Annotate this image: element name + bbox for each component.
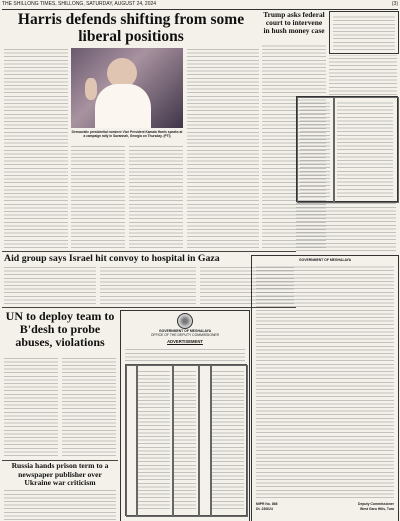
lead-headline: Harris defends shifting from some liberal positions (17, 11, 245, 45)
lead-story-column-1 (4, 48, 68, 248)
right-notice-table (296, 96, 398, 202)
un-headline: UN to deploy team to B'desh to probe abuses, violations (5, 309, 115, 349)
state-emblem-icon (177, 313, 193, 329)
central-notice (120, 310, 250, 521)
photo-caption: Democratic presidential nominee Vice President Kamala Harris speaks at a campaign rally in Savannah, Georgia on Thursday. (PTI) (71, 130, 183, 138)
right-lower-notice (251, 255, 399, 521)
russia-headline: Russia hands prison term to a newspaper publisher over Ukraine war criticism (11, 461, 109, 488)
page-number: (3) (391, 1, 398, 7)
lead-story-column-2 (71, 146, 125, 248)
section-divider (2, 251, 296, 252)
right-notice-text-2 (296, 203, 396, 251)
right-notice-body (256, 264, 394, 498)
mipr-number: MIPR No. 866 (256, 502, 278, 506)
raised-hand-shape (85, 78, 97, 100)
aid-story-column-1 (4, 266, 96, 304)
aid-story-column-2 (100, 266, 196, 304)
top-right-notice-text (333, 15, 395, 50)
page-masthead (2, 1, 398, 10)
russia-story-text (4, 490, 116, 520)
lead-photo (71, 48, 183, 128)
right-notice-heading: GOVERNMENT OF MEGHALAYA (298, 258, 352, 262)
trump-headline: Trump asks federal court to intervene in hush money case (263, 10, 325, 36)
top-right-notice (329, 11, 399, 54)
un-story-column-2 (62, 356, 116, 456)
signatory-title: Deputy Commissioner (358, 502, 394, 506)
notice-table (125, 364, 247, 516)
mipr-date: Dt. 23/8/24 (256, 507, 273, 511)
lead-story-column-4 (187, 48, 259, 248)
right-notice-text-1 (329, 55, 397, 95)
masthead-date: THE SHILLONG TIMES, SHILLONG, SATURDAY, AUGUST 24, 2024 (2, 1, 157, 7)
notice-org-line-2: OFFICE OF THE DEPUTY COMMISSIONER (150, 333, 220, 337)
aid-headline: Aid group says Israel hit convoy to hospital in Gaza (4, 253, 220, 264)
notice-org-line-1: GOVERNMENT OF MEGHALAYA (158, 329, 212, 333)
speaker-body-shape (95, 84, 151, 128)
lead-story-column-3 (129, 146, 183, 248)
notice-heading: ADVERTISEMENT (167, 339, 203, 344)
un-story-column-1 (4, 356, 58, 456)
signatory-location: West Garo Hills, Tura (360, 507, 394, 511)
